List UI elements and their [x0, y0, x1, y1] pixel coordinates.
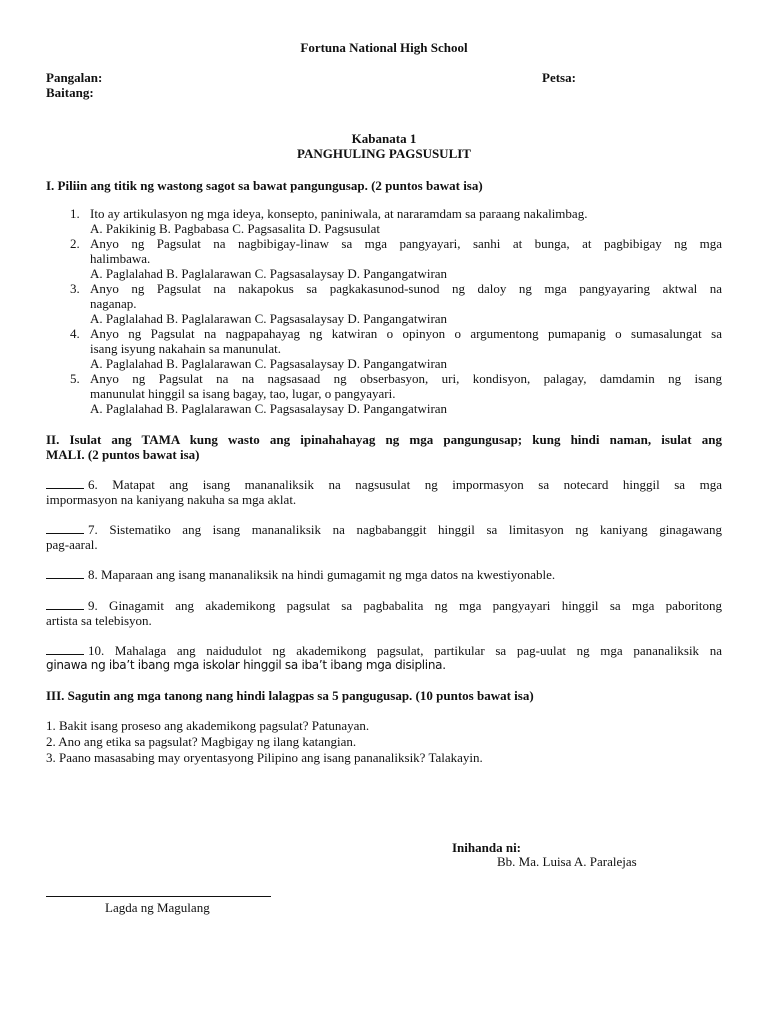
statement-line: impormasyon na kaniyang nakuha sa mga aklat.	[46, 492, 297, 507]
statement-text: 8. Maparaan ang isang mananaliksik na hindi gumagamit ng mga datos na kwestiyonable.	[88, 567, 556, 582]
item-stem: Anyo ng Pagsulat na na nagsasaad ng obserbasyon, uri, kondisyon, palagay, damdamin ng isang	[90, 371, 722, 386]
item-stem: halimbawa.	[90, 251, 151, 266]
item-stem: Anyo ng Pagsulat na nakapokus sa pagkakasunod-sunod ng daloy ng mga pangyayaring aktwal na	[90, 281, 722, 296]
grade-label: Baitang:	[46, 85, 94, 100]
statement-text: 9. Ginagamit ang akademikong pagsulat sa pagbabalita ng mga pangyayari hinggil sa mga paboritong	[88, 598, 722, 613]
item-stem: manunulat hinggil sa isang bagay, tao, lugar, o pangyayari.	[90, 386, 396, 401]
part1-instruction: I. Piliin ang titik ng wastong sagot sa bawat pangungusap. (2 puntos bawat isa)	[46, 178, 483, 193]
answer-blank[interactable]	[46, 567, 84, 579]
statement-text: 6. Matapat ang isang mananaliksik na nagsusulat ng impormasyon sa notecard hinggil sa mga	[88, 477, 722, 492]
statement-line: artista sa telebisyon.	[46, 613, 152, 628]
item-choices: A. Paglalahad B. Paglalarawan C. Pagsasalaysay D. Pangangatwiran	[90, 311, 448, 326]
exam-title: PANGHULING PAGSUSULIT	[297, 146, 471, 161]
statement-line	[46, 477, 722, 492]
item-stem: Ito ay artikulasyon ng mga ideya, konsepto, paniniwala, at nararamdam sa paraang nakalimbag.	[90, 206, 588, 221]
item-choices: A. Paglalahad B. Paglalarawan C. Pagsasalaysay D. Pangangatwiran	[90, 266, 448, 281]
statement-line	[46, 522, 722, 537]
part2-instruction-cont: MALI. (2 puntos bawat isa)	[46, 447, 200, 462]
statement-line	[46, 643, 722, 658]
item-number: 4.	[70, 326, 80, 341]
signature-line[interactable]	[46, 896, 271, 897]
name-label: Pangalan:	[46, 70, 103, 85]
item-stem: isang isyung nakahain sa manunulat.	[90, 341, 281, 356]
date-label: Petsa:	[542, 70, 576, 85]
statement-line: ginawa ng iba’t ibang mga iskolar hinggil sa iba’t ibang mga disiplina.	[46, 658, 446, 672]
answer-blank[interactable]	[46, 643, 84, 655]
answer-blank[interactable]	[46, 522, 84, 534]
statement-line	[46, 567, 555, 582]
essay-question-3: 3. Paano masasabing may oryentasyong Pilipino ang isang pananaliksik? Talakayin.	[46, 750, 483, 765]
statement-text: 10. Mahalaga ang naidudulot ng akademikong pagsulat, partikular sa pag-uulat ng mga pananaliksik na	[88, 643, 722, 658]
statement-line	[46, 598, 722, 613]
item-stem: naganap.	[90, 296, 137, 311]
school-name: Fortuna National High School	[300, 40, 468, 55]
item-stem: Anyo ng Pagsulat na nagpapahayag ng katwiran o opinyon o argumentong pumapanig o sumasalungat sa	[90, 326, 722, 341]
answer-blank[interactable]	[46, 477, 84, 489]
item-number: 1.	[70, 206, 80, 221]
essay-question-2: 2. Ano ang etika sa pagsulat? Magbigay ng ilang katangian.	[46, 734, 357, 749]
item-choices: A. Paglalahad B. Paglalarawan C. Pagsasalaysay D. Pangangatwiran	[90, 401, 448, 416]
part2-instruction: II. Isulat ang TAMA kung wasto ang ipinahahayag ng mga pangungusap; kung hindi naman, isulat ang	[46, 432, 722, 447]
item-stem: Anyo ng Pagsulat na nagbibigay-linaw sa mga pangyayari, sanhi at bunga, at pagbibigay ng mga	[90, 236, 722, 251]
item-number: 5.	[70, 371, 80, 386]
item-choices: A. Pakikinig B. Pagbabasa C. Pagsasalita D. Pagsusulat	[90, 221, 380, 236]
item-number: 3.	[70, 281, 80, 296]
statement-line: pag-aaral.	[46, 537, 98, 552]
answer-blank[interactable]	[46, 598, 84, 610]
item-choices: A. Paglalahad B. Paglalarawan C. Pagsasalaysay D. Pangangatwiran	[90, 356, 448, 371]
teacher-name: Bb. Ma. Luisa A. Paralejas	[497, 854, 637, 869]
signature-label: Lagda ng Magulang	[105, 900, 210, 915]
part3-instruction: III. Sagutin ang mga tanong nang hindi lalagpas sa 5 pangugusap. (10 puntos bawat isa)	[46, 688, 534, 703]
item-number: 2.	[70, 236, 80, 251]
prepared-by-label: Inihanda ni:	[452, 840, 522, 855]
essay-question-1: 1. Bakit isang proseso ang akademikong pagsulat? Patunayan.	[46, 718, 370, 733]
chapter-label: Kabanata 1	[351, 131, 417, 146]
statement-text: 7. Sistematiko ang isang mananaliksik na nagbabanggit hinggil sa limitasyon ng kaniyang ginagawang	[88, 522, 722, 537]
